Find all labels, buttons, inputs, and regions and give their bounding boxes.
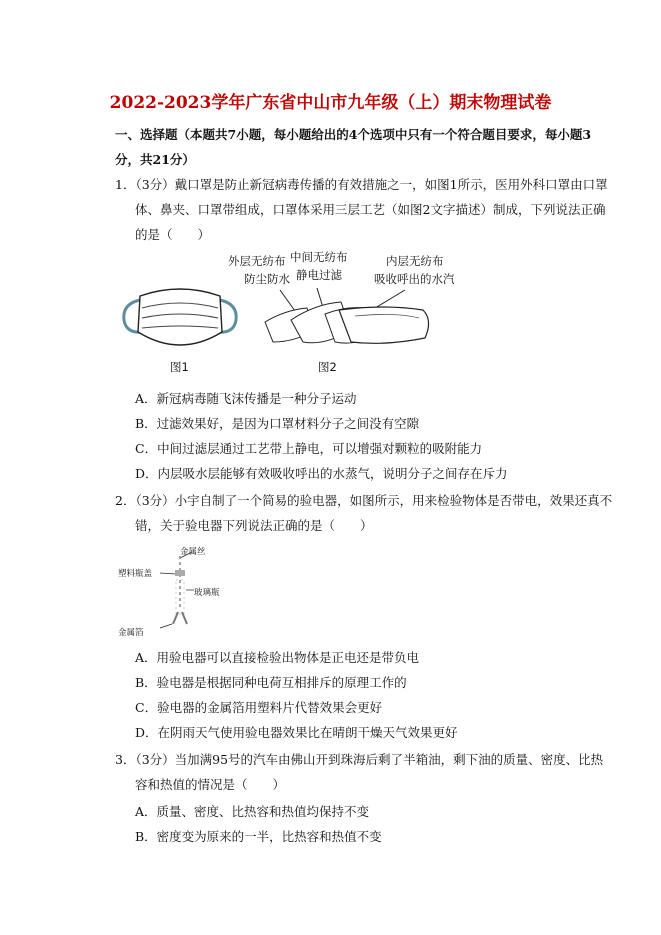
page-title: 2022-2023学年广东省中山市九年级（上）期末物理试卷 [109, 93, 552, 113]
outer-layer-desc: 防尘防水 [244, 272, 290, 286]
q1-option-d[interactable]: D．内层吸水层能够有效吸收呼出的水蒸气，说明分子之间存在斥力 [135, 466, 508, 481]
mask-layers-icon [255, 280, 470, 360]
q1-option-a[interactable]: A．新冠病毒随飞沫传播是一种分子运动 [135, 391, 357, 406]
q2-option-a[interactable]: A．用验电器可以直接检验出物体是正电还是带负电 [135, 650, 420, 665]
fig1-caption: 图1 [170, 360, 189, 374]
q2-option-b[interactable]: B．验电器是根据同种电荷互相排斥的原理工作的 [135, 675, 407, 690]
foil-label: 金属箔 [118, 628, 144, 638]
q3-stem-line1: 3．（3分）当加满95号的汽车由佛山开到珠海后剩了半箱油，剩下油的质量、密度、比热 [115, 752, 604, 767]
bottle-label: 玻璃瓶 [194, 588, 220, 598]
fig2-caption: 图2 [318, 360, 337, 374]
q2-option-c[interactable]: C．验电器的金属箔用塑料片代替效果会更好 [135, 700, 383, 715]
cap-label: 塑料瓶盖 [118, 569, 153, 579]
q1-option-b[interactable]: B．过滤效果好，是因为口罩材料分子之间没有空隙 [135, 416, 420, 431]
inner-layer-desc: 吸收呼出的水汽 [374, 272, 455, 286]
middle-layer-desc: 静电过滤 [296, 268, 342, 282]
q1-stem-line2: 体、鼻夹、口罩带组成，口罩体采用三层工艺（如图2文字描述）制成，下列说法正确 [135, 202, 606, 217]
mask-figure-icon [118, 278, 242, 360]
section-heading-line1: 一、选择题（本题共7小题，每小题给出的4个选项中只有一个符合题目要求，每小题3 [115, 127, 592, 142]
middle-layer-label: 中间无纺布 [290, 250, 348, 264]
q2-stem-line2: 错，关于验电器下列说法正确的是（ ） [135, 518, 373, 533]
q3-stem-line2: 容和热值的情况是（ ） [135, 777, 286, 792]
q3-option-a[interactable]: A．质量、密度、比热容和热值均保持不变 [135, 804, 370, 819]
q1-stem-line1: 1．（3分）戴口罩是防止新冠病毒传播的有效措施之一，如图1所示，医用外科口罩由口罩 [115, 177, 608, 192]
q2-option-d[interactable]: D．在阴雨天气使用验电器效果比在晴朗干燥天气效果更好 [135, 725, 458, 740]
q1-option-c[interactable]: C．中间过滤层通过工艺带上静电，可以增强对颗粒的吸附能力 [135, 441, 483, 456]
electroscope-icon [150, 552, 210, 632]
q1-stem-line3: 的是（ ） [135, 227, 211, 242]
section-heading-line2: 分，共21分） [115, 152, 195, 167]
inner-layer-label: 内层无纺布 [386, 254, 444, 268]
q2-stem-line1: 2．（3分）小宇自制了一个简易的验电器，如图所示，用来检验物体是否带电，效果还真不 [115, 493, 613, 508]
outer-layer-label: 外层无纺布 [228, 254, 286, 268]
wire-label: 金属丝 [180, 547, 206, 557]
q3-option-b[interactable]: B．密度变为原来的一半，比热容和热值不变 [135, 829, 382, 844]
